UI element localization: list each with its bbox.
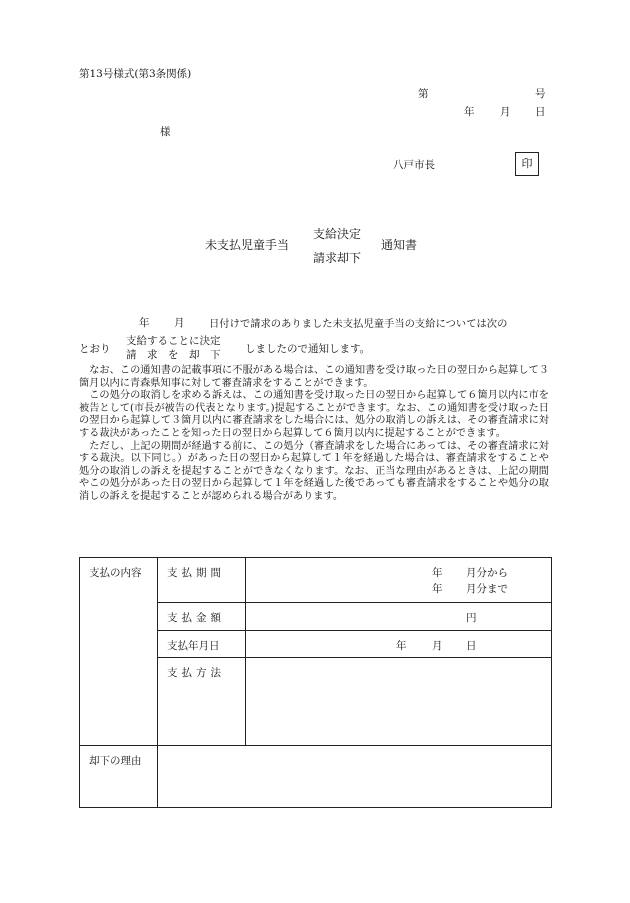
paragraph: この処分の取消しを求める訴えは、この通知書を受け取った日の翌日から起算して６箇月以内に市を被告として(市長が被告の代表となります。)提起することができます。なお、この通知書を受け取った日の翌日から起算して３箇月以内に審査請求をした場合には、処分の取消しの訴えは、その審査請求に対する裁決があったことを知った日の翌日から起算して６箇月以内に提起することができます。: [79, 390, 549, 439]
date-value-cell: [246, 631, 552, 658]
amount-label-cell: [158, 603, 246, 631]
method-label-cell: [158, 658, 246, 746]
paragraph: なお、この通知書の記載事項に不服がある場合は、この通知書を受け取った日の翌日から起算して３箇月以内に青森県知事に対して審査請求をすることができます。: [79, 365, 549, 389]
document-number-prefix: 第: [418, 88, 429, 100]
title-option-reject: 請求却下: [313, 251, 362, 265]
payment-content-cell: [80, 558, 158, 746]
reject-reason-label: 却下の理由: [89, 755, 142, 767]
form-number: 第13号様式(第3条関係): [79, 68, 192, 80]
date-label-cell: [158, 631, 246, 658]
intro-option-reject: 請 求 を 却 下: [126, 349, 221, 361]
amount-value-cell: [246, 603, 552, 631]
document-number-suffix: 号: [535, 88, 546, 100]
date-day: 日: [466, 640, 477, 652]
intro-lead: とおり: [79, 343, 111, 355]
payment-content-label: 支払の内容: [89, 567, 142, 579]
period-to-year: 年: [432, 583, 443, 595]
payment-table: [79, 557, 552, 808]
issue-date-day: 日: [535, 106, 546, 118]
appeal-notice: [79, 365, 549, 504]
period-to-month: 月分まで: [466, 583, 508, 595]
intro-text: 日付けで請求のありました未支払児童手当の支給については次の: [209, 318, 508, 330]
official-seal: 印: [515, 152, 539, 176]
reject-reason-value-cell: [158, 746, 552, 808]
date-month: 月: [432, 640, 443, 652]
period-label-cell: [158, 558, 246, 603]
amount-unit: 円: [466, 612, 477, 624]
intro-year: 年: [139, 317, 150, 329]
addressee-honorific: 様: [160, 126, 171, 138]
amount-label: 支払金額: [167, 612, 225, 624]
title-suffix: 通知書: [381, 238, 418, 252]
reject-reason-label-cell: [80, 746, 158, 808]
issue-date-year: 年: [464, 106, 475, 118]
date-label: 支払年月日: [167, 640, 220, 652]
intro-month: 月: [174, 317, 185, 329]
issue-date-month: 月: [500, 106, 511, 118]
date-year: 年: [396, 640, 407, 652]
period-from-year: 年: [432, 567, 443, 579]
method-value-cell: [246, 658, 552, 746]
period-from-month: 月分から: [466, 567, 508, 579]
intro-option-approve: 支給することに決定: [126, 335, 221, 347]
intro-tail: しましたので通知します。: [245, 343, 371, 355]
title-subject: 未支払児童手当: [205, 238, 290, 252]
period-label: 支払期間: [167, 567, 225, 579]
paragraph: ただし、上記の期間が経過する前に、この処分（審査請求をした場合にあっては、その審査請求に対する裁決。以下同じ。）があった日の翌日から起算して１年を経過した場合は、審査請求をすることや処分の取消しの訴えを提起することができなくなります。なお、正当な理由があるときは、上記の期間やこの処分があった日の翌日から起算して１年を経過した後であっても審査請求をすることや処分の取消しの訴えを提起することが認められる場合があります。: [79, 440, 549, 502]
title-option-approve: 支給決定: [313, 227, 362, 241]
period-value-cell: [246, 558, 552, 603]
issuer-name: 八戸市長: [393, 159, 435, 171]
method-label: 支払方法: [167, 667, 225, 679]
